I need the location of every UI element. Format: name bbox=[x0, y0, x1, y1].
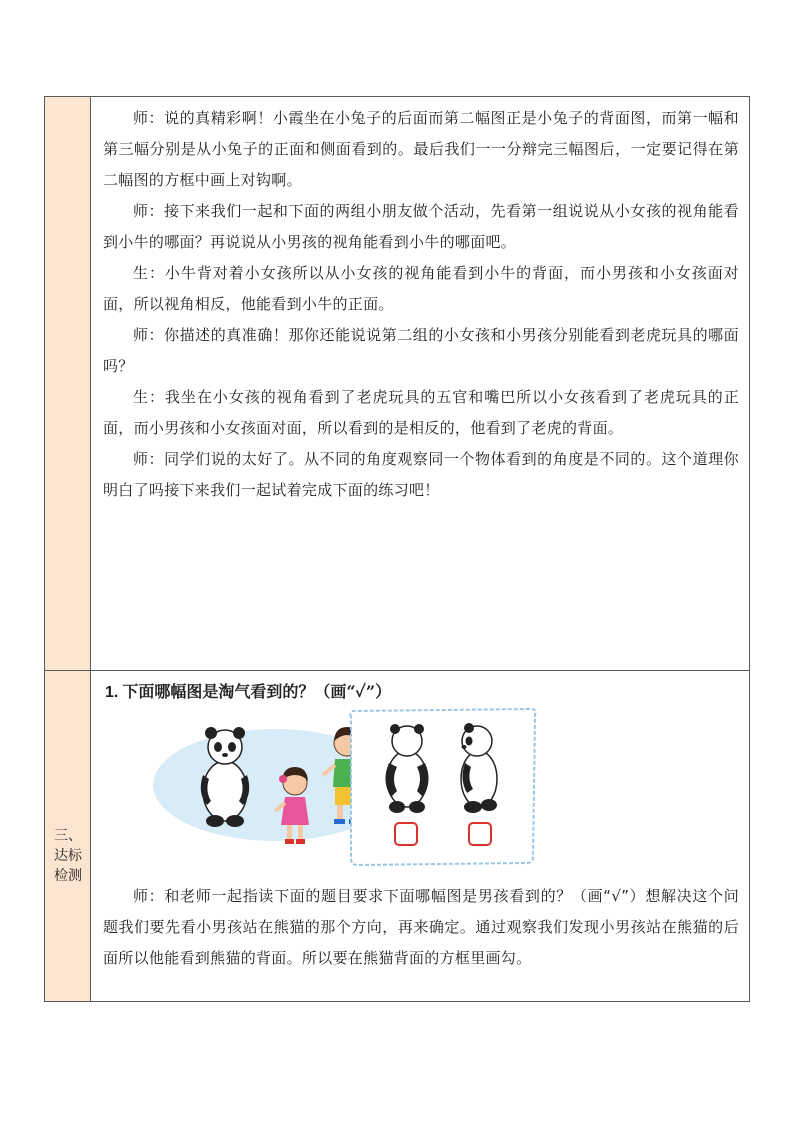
dialogue-paragraph-2: 师：接下来我们一起和下面的两组小朋友做个活动，先看第一组说说从小女孩的视角能看到小牛的哪面？再说说从小男孩的视角能看到小牛的哪面吧。 bbox=[103, 202, 739, 251]
exercise-section bbox=[91, 671, 749, 1001]
lesson-table bbox=[44, 96, 750, 1002]
section-label-line-3: 检测 bbox=[54, 868, 82, 884]
exercise-title bbox=[105, 679, 391, 702]
exercise-explanation: 师：和老师一起指读下面的题目要求下面哪幅图是男孩看到的？（画“√”）想解决这个问题我们要先看小男孩站在熊猫的那个方向，再来确定。通过观察我们发现小男孩站在熊猫的后面所以他能看到熊猫的背面。所以要在熊猫背面的方框里画勾。 bbox=[103, 887, 739, 967]
dialogue-paragraph-1: 师：说的真精彩啊！小霞坐在小兔子的后面而第二幅图正是小兔子的背面图，而第一幅和第三幅分别是从小兔子的正面和侧面看到的。最后我们一一分辩完三幅图后，一定要记得在第二幅图的方框中画上对钩啊。 bbox=[103, 109, 739, 189]
checkbox-icon[interactable] bbox=[395, 823, 417, 845]
exercise-number: 1. bbox=[105, 684, 119, 701]
dialogue-paragraph-5: 生：我坐在小女孩的视角看到了老虎玩具的五官和嘴巴所以小女孩看到了老虎玩具的正面，而小男孩和小女孩面对面，所以看到的是相反的，他看到了老虎的背面。 bbox=[103, 388, 739, 437]
panda-side-view bbox=[461, 723, 497, 813]
checkbox-icon[interactable] bbox=[469, 823, 491, 845]
section-label-line-2: 达标 bbox=[54, 848, 82, 864]
dialogue-section bbox=[91, 97, 749, 670]
exercise-title-text: 下面哪幅图是淘气看到的？（画“✓”） bbox=[122, 682, 392, 701]
section-label bbox=[45, 826, 91, 886]
section-label-line-1: 三、 bbox=[54, 828, 82, 844]
dialogue-paragraph-6: 师：同学们说的太好了。从不同的角度观察同一个物体看到的角度是不同的。这个道理你明白了吗接下来我们一起试着完成下面的练习吧！ bbox=[103, 450, 739, 499]
answer-card bbox=[345, 707, 541, 867]
dialogue-paragraph-3: 生：小牛背对着小女孩所以从小女孩的视角能看到小牛的背面，而小男孩和小女孩面对面，所以视角相反，他能看到小牛的正面。 bbox=[103, 264, 739, 313]
dialogue-paragraph-4: 师：你描述的真准确！那你还能说说第二组的小女孩和小男孩分别能看到老虎玩具的哪面吗？ bbox=[103, 326, 739, 375]
